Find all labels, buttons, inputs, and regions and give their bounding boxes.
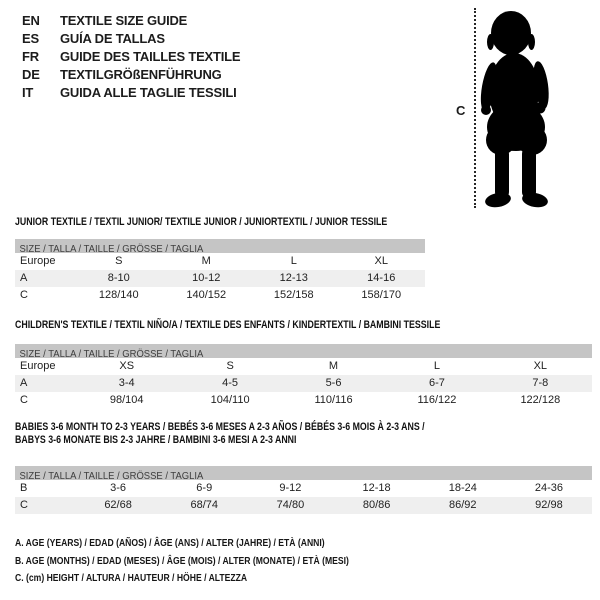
table-size-header — [15, 239, 425, 253]
baby-silhouette-icon — [480, 9, 572, 209]
table-cell: 116/122 — [417, 394, 457, 406]
table-cell: 128/140 — [98, 289, 139, 301]
row-label: C — [20, 499, 28, 511]
footnote-line: C. (cm) HEIGHT / ALTURA / HAUTEUR / HÖHE / ALTEZZA — [15, 572, 248, 584]
table-cell: 3-4 — [118, 377, 135, 389]
table-row — [15, 358, 592, 375]
language-code: FR — [22, 49, 39, 64]
table-cell: 104/110 — [210, 394, 250, 406]
table-cell: 3-6 — [110, 482, 127, 494]
measure-c-label: C — [456, 103, 466, 118]
language-code: DE — [22, 67, 40, 82]
table-cell: 6-9 — [196, 482, 213, 494]
table-size-header — [15, 344, 592, 358]
table-cell: 8-10 — [107, 272, 130, 284]
row-label: Europe — [20, 360, 56, 372]
table-cell: S — [115, 255, 123, 267]
table-size-header — [15, 466, 592, 480]
table-cell: 7-8 — [532, 377, 549, 389]
table-cell: 6-7 — [428, 377, 445, 389]
language-row — [22, 84, 240, 102]
table-cell: 12-18 — [362, 482, 391, 494]
table-size-header-text: SIZE / TALLA / TAILLE / GRÖSSE / TAGLIA — [19, 470, 204, 480]
table-cell: M — [328, 360, 339, 372]
table-cell: 9-12 — [279, 482, 302, 494]
table-title: CHILDREN'S TEXTILE / TEXTIL NIÑO/A / TEXTILE DES ENFANTS / KINDERTEXTIL / BAMBINI TESSILE — [15, 319, 441, 331]
table-cell: 10-12 — [192, 272, 221, 284]
table-cell: 152/158 — [273, 289, 314, 301]
language-code: ES — [22, 31, 39, 46]
language-row — [22, 48, 240, 66]
table-cell: 68/74 — [190, 499, 219, 511]
table-cell: 4-5 — [222, 377, 239, 389]
language-title: TEXTILGRÖßENFÜHRUNG — [60, 67, 222, 82]
row-label: A — [20, 272, 28, 284]
row-label: Europe — [20, 255, 56, 267]
table-cell: 80/86 — [362, 499, 391, 511]
row-label: B — [20, 482, 28, 494]
table-row — [15, 375, 592, 392]
row-label: C — [20, 394, 28, 406]
language-title: GUIDA ALLE TAGLIE TESSILI — [60, 85, 237, 100]
table-cell: M — [201, 255, 211, 267]
table-title: BABIES 3-6 MONTH TO 2-3 YEARS / BEBÉS 3-6 MESES A 2-3 AÑOS / BÉBÉS 3-6 MOIS À 2-3 ANS / — [15, 421, 425, 433]
table-cell: 5-6 — [325, 377, 342, 389]
language-title: GUÍA DE TALLAS — [60, 31, 165, 46]
language-code: EN — [22, 13, 40, 28]
table-cell: 140/152 — [186, 289, 227, 301]
table-cell: 110/116 — [314, 394, 353, 406]
table-row — [15, 480, 592, 497]
language-title: GUIDE DES TAILLES TEXTILE — [60, 49, 241, 64]
table-cell: 158/170 — [361, 289, 402, 301]
junior-textile-table — [15, 216, 425, 304]
table-size-header-text: SIZE / TALLA / TAILLE / GRÖSSE / TAGLIA — [19, 348, 204, 358]
table-cell: 86/92 — [449, 499, 477, 511]
table-row — [15, 497, 592, 514]
language-code: IT — [22, 85, 34, 100]
table-cell: L — [290, 255, 297, 267]
table-row — [15, 270, 425, 287]
table-cell: S — [226, 360, 234, 372]
footnotes — [15, 535, 422, 588]
table-cell: 74/80 — [276, 499, 305, 511]
table-cell: XL — [533, 360, 548, 372]
table-cell: 62/68 — [104, 499, 132, 511]
table-title: JUNIOR TEXTILE / TEXTIL JUNIOR/ TEXTILE JUNIOR / JUNIORTEXTIL / JUNIOR TESSILE — [15, 216, 388, 228]
table-row — [15, 392, 592, 409]
table-cell: 92/98 — [535, 499, 563, 511]
footnote-line: A. AGE (YEARS) / EDAD (AÑOS) / ÂGE (ANS) / ALTER (JAHRE) / ETÀ (ANNI) — [15, 537, 325, 549]
table-cell: 18-24 — [448, 482, 477, 494]
table-cell: 24-36 — [534, 482, 564, 494]
row-label: A — [20, 377, 28, 389]
table-size-header-text: SIZE / TALLA / TAILLE / GRÖSSE / TAGLIA — [19, 243, 204, 253]
table-cell: 12-13 — [279, 272, 308, 284]
babies-textile-table — [15, 421, 592, 514]
table-title: BABYS 3-6 MONATE BIS 2-3 JAHRE / BAMBINI 3-6 MESI A 2-3 ANNI — [15, 434, 297, 446]
table-cell: 98/104 — [109, 394, 144, 406]
table-row — [15, 253, 425, 270]
table-cell: XS — [119, 360, 135, 372]
children-textile-table — [15, 319, 592, 409]
height-measure-line — [474, 8, 476, 208]
footnote-line: B. AGE (MONTHS) / EDAD (MESES) / ÂGE (MOIS) / ALTER (MONATE) / ETÀ (MESI) — [15, 554, 349, 567]
table-cell: 122/128 — [520, 394, 561, 406]
language-row — [22, 30, 240, 48]
row-label: C — [20, 289, 28, 301]
language-row — [22, 66, 240, 84]
language-row — [22, 12, 240, 30]
table-cell: L — [433, 360, 440, 372]
table-row — [15, 287, 425, 304]
table-cell: 14-16 — [367, 272, 396, 284]
language-guide — [22, 12, 240, 102]
language-title: TEXTILE SIZE GUIDE — [60, 13, 188, 28]
table-cell: XL — [374, 255, 388, 267]
